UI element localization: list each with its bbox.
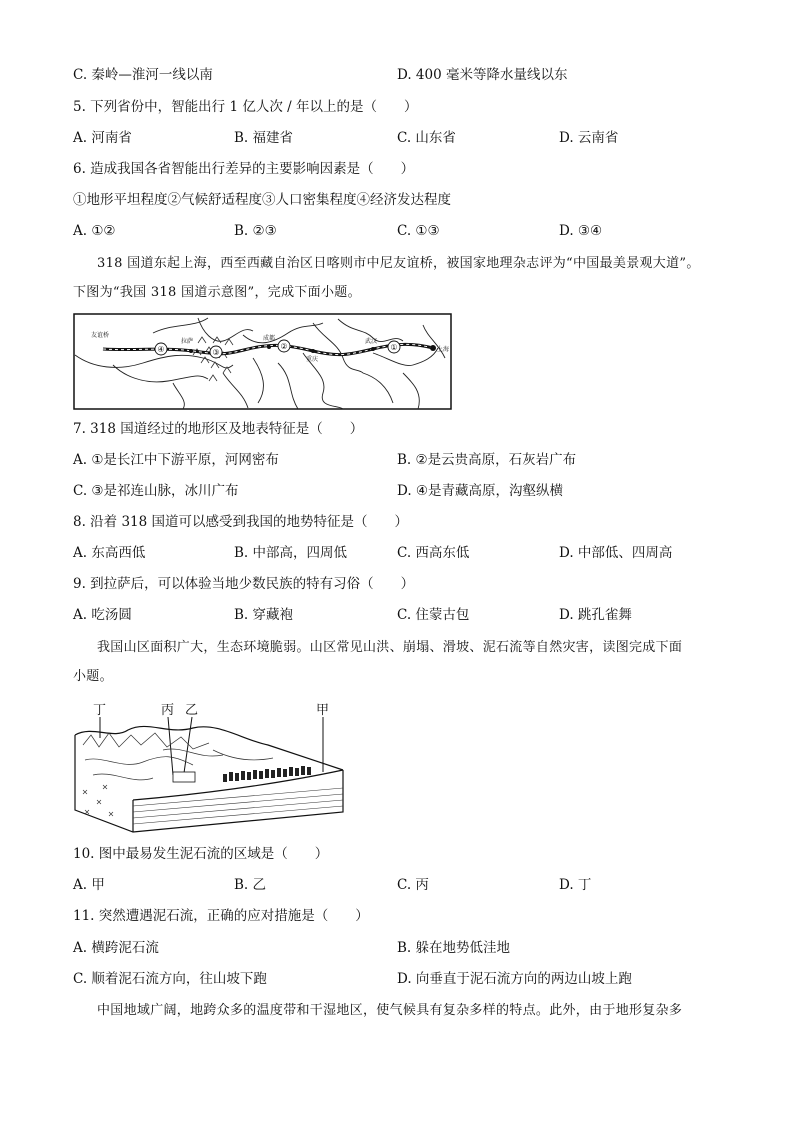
passage-mountain-line1: 我国山区面积广大，生态环境脆弱。山区常见山洪、崩塌、滑坡、泥石流等自然灾害，读图完成下面 (97, 640, 683, 655)
map-region-4: ④ (157, 345, 165, 354)
route-318-map (73, 313, 453, 411)
passage-climate-line1: 中国地域广阔，地跨众多的温度带和干湿地区，使气候具有复杂多样的特点。此外，由于地形复杂多 (97, 1003, 683, 1018)
q7-option-d: D. ④是青藏高原，沟壑纵横 (397, 483, 564, 499)
q7-option-b: B. ②是云贵高原，石灰岩广布 (397, 452, 577, 468)
q11-option-b: B. 躲在地势低洼地 (397, 940, 511, 956)
q11-option-d: D. 向垂直于泥石流方向的两边山坡上跑 (397, 971, 632, 987)
q6-option-d: D. ③④ (559, 223, 603, 239)
diagram-label-yi: 乙 (185, 703, 199, 718)
q5-option-c: C. 山东省 (397, 130, 456, 146)
debris-flow-diagram (73, 700, 348, 835)
q5-option-b: B. 福建省 (234, 130, 294, 146)
map-label-west-end: 友谊桥 (91, 332, 110, 339)
q8-option-a: A. 东高西低 (73, 545, 146, 561)
map-label-lhasa: 拉萨 (181, 338, 194, 345)
q8-stem: 8. 沿着 318 国道可以感受到我国的地势特征是（ ） (73, 514, 409, 530)
map-label-chongqing: 重庆 (306, 356, 319, 363)
map-region-1: ① (390, 343, 398, 352)
q5-stem: 5. 下列省份中，智能出行 1 亿人次 / 年以上的是（ ） (73, 99, 418, 115)
q10-option-b: B. 乙 (234, 877, 267, 893)
q10-option-a: A. 甲 (73, 877, 105, 893)
q11-option-c: C. 顺着泥石流方向，往山坡下跑 (73, 971, 267, 987)
passage-318-line1: 318 国道东起上海，西至西藏自治区日喀则市中尼友谊桥，被国家地理杂志评为“中国最美景观大道”。 (97, 256, 700, 271)
map-label-wuhan: 武汉 (365, 338, 378, 345)
q6-stem: 6. 造成我国各省智能出行差异的主要影响因素是（ ） (73, 161, 415, 177)
q5-option-a: A. 河南省 (73, 130, 132, 146)
passage-318-line2: 下图为“我国 318 国道示意图”，完成下面小题。 (73, 285, 361, 300)
map-region-3: ③ (212, 348, 220, 357)
q9-option-c: C. 住蒙古包 (397, 607, 470, 623)
q9-option-b: B. 穿藏袍 (234, 607, 294, 623)
diagram-label-ding: 丁 (93, 703, 107, 718)
q6-factors: ①地形平坦程度②气候舒适程度③人口密集程度④经济发达程度 (73, 192, 451, 208)
map-region-2: ② (280, 342, 288, 351)
q6-option-b: B. ②③ (234, 223, 277, 239)
q4-option-d: D. 400 毫米等降水量线以东 (397, 67, 568, 83)
map-label-east-end: 上海 (437, 346, 450, 353)
q10-stem: 10. 图中最易发生泥石流的区域是（ ） (73, 846, 329, 862)
q5-option-d: D. 云南省 (559, 130, 619, 146)
q11-stem: 11. 突然遭遇泥石流，正确的应对措施是（ ） (73, 908, 369, 924)
q8-option-b: B. 中部高，四周低 (234, 545, 348, 561)
q8-option-d: D. 中部低、四周高 (559, 545, 673, 561)
q7-stem: 7. 318 国道经过的地形区及地表特征是（ ） (73, 421, 364, 437)
q7-option-a: A. ①是长江中下游平原，河网密布 (73, 452, 279, 468)
q9-stem: 9. 到拉萨后，可以体验当地少数民族的特有习俗（ ） (73, 576, 415, 592)
q9-option-d: D. 跳孔雀舞 (559, 607, 632, 623)
q10-option-d: D. 丁 (559, 877, 592, 893)
q9-option-a: A. 吃汤圆 (73, 607, 132, 623)
map-label-chengdu: 成都 (263, 335, 276, 342)
diagram-label-bing: 丙 (161, 703, 175, 718)
q10-option-c: C. 丙 (397, 877, 429, 893)
q11-option-a: A. 横跨泥石流 (73, 940, 159, 956)
q4-option-c: C. 秦岭—淮河一线以南 (73, 67, 213, 83)
q8-option-c: C. 西高东低 (397, 545, 470, 561)
q6-option-c: C. ①③ (397, 223, 440, 239)
diagram-label-jia: 甲 (316, 703, 330, 718)
passage-mountain-line2: 小题。 (73, 669, 113, 684)
q6-option-a: A. ①② (73, 223, 116, 239)
q7-option-c: C. ③是祁连山脉，冰川广布 (73, 483, 239, 499)
